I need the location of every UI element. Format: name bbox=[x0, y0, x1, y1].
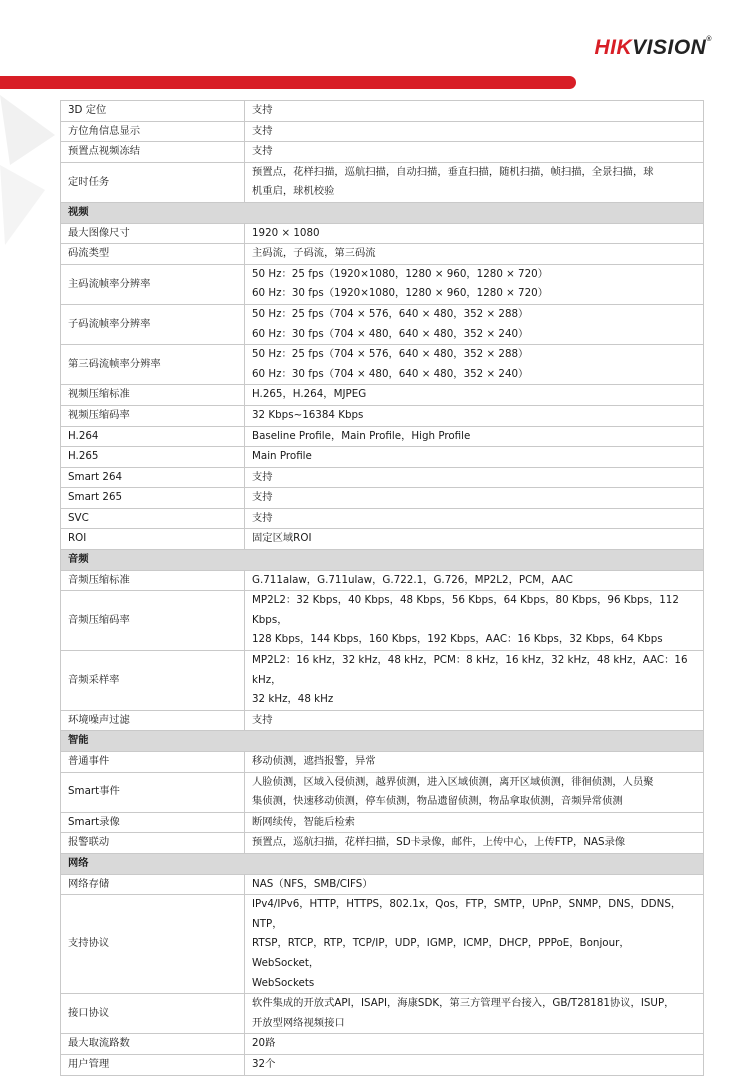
spec-label: 用户管理 bbox=[61, 1054, 245, 1075]
spec-value bbox=[245, 752, 704, 773]
spec-label: 支持协议 bbox=[61, 895, 245, 994]
spec-row bbox=[61, 833, 704, 854]
section-header-row bbox=[61, 731, 704, 752]
spec-value-line: Main Profile bbox=[252, 450, 312, 463]
spec-label: Smart 265 bbox=[61, 488, 245, 509]
spec-value-line: 预置点，巡航扫描，花样扫描，SD卡录像，邮件，上传中心，上传FTP，NAS录像 bbox=[252, 836, 626, 849]
section-header-row bbox=[61, 853, 704, 874]
spec-value-line: 支持 bbox=[252, 104, 273, 116]
spec-value-line: 60 Hz：30 fps（1920×1080，1280 × 960，1280 × 720） bbox=[252, 287, 549, 300]
spec-row bbox=[61, 874, 704, 895]
spec-value-line: 32 Kbps~16384 Kbps bbox=[252, 408, 364, 421]
spec-row bbox=[61, 752, 704, 773]
spec-value bbox=[245, 467, 704, 488]
spec-value-line: Baseline Profile，Main Profile，High Profile bbox=[252, 429, 471, 442]
spec-value bbox=[245, 304, 704, 344]
spec-label: ROI bbox=[61, 529, 245, 550]
spec-value bbox=[245, 874, 704, 895]
spec-label: 最大图像尺寸 bbox=[61, 223, 245, 244]
spec-row bbox=[61, 895, 704, 994]
spec-row bbox=[61, 1054, 704, 1075]
spec-value bbox=[245, 895, 704, 994]
spec-value bbox=[245, 529, 704, 550]
spec-value-line: G.711alaw，G.711ulaw，G.722.1，G.726，MP2L2，PCM，AAC bbox=[252, 573, 573, 586]
spec-label: 音频压缩码率 bbox=[61, 591, 245, 651]
spec-value-line: 32个 bbox=[252, 1057, 276, 1070]
spec-row bbox=[61, 812, 704, 833]
spec-value-line: 断网续传，智能后检索 bbox=[252, 815, 355, 828]
spec-value-line: 机重启，球机校验 bbox=[252, 185, 335, 198]
spec-value bbox=[245, 508, 704, 529]
spec-value-line: 支持 bbox=[252, 511, 273, 524]
spec-label: 网络存储 bbox=[61, 874, 245, 895]
spec-value bbox=[245, 426, 704, 447]
section-header-row bbox=[61, 550, 704, 571]
spec-value-line: MP2L2：16 kHz，32 kHz，48 kHz，PCM：8 kHz，16 kHz，32 kHz，48 kHz，AAC：16 kHz， bbox=[252, 654, 688, 686]
section-title: 网络 bbox=[61, 853, 704, 874]
spec-row bbox=[61, 121, 704, 142]
spec-value bbox=[245, 162, 704, 202]
spec-row bbox=[61, 304, 704, 344]
spec-row bbox=[61, 244, 704, 265]
spec-label: 码流类型 bbox=[61, 244, 245, 265]
spec-label: Smart录像 bbox=[61, 812, 245, 833]
spec-row bbox=[61, 142, 704, 163]
spec-value-line: IPv4/IPv6，HTTP，HTTPS，802.1x，Qos，FTP，SMTP，UPnP，SNMP，DNS，DDNS，NTP， bbox=[252, 898, 682, 930]
spec-value bbox=[245, 244, 704, 265]
spec-label: SVC bbox=[61, 508, 245, 529]
spec-row bbox=[61, 710, 704, 731]
section-header-row bbox=[61, 202, 704, 223]
spec-value-line: 50 Hz：25 fps（704 × 576，640 × 480，352 × 288） bbox=[252, 348, 529, 361]
spec-value bbox=[245, 1034, 704, 1055]
spec-value-line: 支持 bbox=[252, 470, 273, 483]
spec-row bbox=[61, 162, 704, 202]
spec-label: H.265 bbox=[61, 447, 245, 468]
spec-label: 定时任务 bbox=[61, 162, 245, 202]
spec-row bbox=[61, 591, 704, 651]
spec-value-line: 主码流，子码流，第三码流 bbox=[252, 247, 376, 260]
spec-value bbox=[245, 710, 704, 731]
spec-label: H.264 bbox=[61, 426, 245, 447]
spec-label: 主码流帧率分辨率 bbox=[61, 264, 245, 304]
spec-row bbox=[61, 651, 704, 711]
spec-value bbox=[245, 570, 704, 591]
spec-row bbox=[61, 264, 704, 304]
spec-label: 预置点视频冻结 bbox=[61, 142, 245, 163]
spec-value bbox=[245, 264, 704, 304]
spec-row bbox=[61, 426, 704, 447]
spec-value-line: 128 Kbps，144 Kbps，160 Kbps，192 Kbps，AAC：16 Kbps，32 Kbps，64 Kbps bbox=[252, 633, 663, 646]
spec-row bbox=[61, 772, 704, 812]
spec-value bbox=[245, 1054, 704, 1075]
spec-value bbox=[245, 812, 704, 833]
spec-value-line: 人脸侦测，区域入侵侦测，越界侦测，进入区域侦测，离开区域侦测，徘徊侦测，人员聚 bbox=[252, 775, 654, 788]
section-title: 音频 bbox=[61, 550, 704, 571]
logo-mark: ® bbox=[706, 36, 712, 43]
decorative-background-shape-icon bbox=[0, 95, 60, 255]
spec-value-line: 60 Hz：30 fps（704 × 480，640 × 480，352 × 240） bbox=[252, 367, 529, 380]
spec-row bbox=[61, 488, 704, 509]
spec-value bbox=[245, 223, 704, 244]
spec-label: 子码流帧率分辨率 bbox=[61, 304, 245, 344]
spec-row bbox=[61, 101, 704, 122]
spec-value bbox=[245, 833, 704, 854]
spec-row bbox=[61, 405, 704, 426]
hikvision-logo bbox=[594, 36, 712, 60]
spec-label: 环境噪声过滤 bbox=[61, 710, 245, 731]
spec-value-line: 20路 bbox=[252, 1037, 276, 1050]
spec-value-line: 支持 bbox=[252, 145, 273, 158]
spec-label: Smart 264 bbox=[61, 467, 245, 488]
header-red-bar bbox=[0, 76, 576, 89]
spec-value-line: 50 Hz：25 fps（1920×1080，1280 × 960，1280 × 720） bbox=[252, 267, 549, 280]
spec-value-line: 固定区域ROI bbox=[252, 532, 312, 545]
spec-label: 接口协议 bbox=[61, 994, 245, 1034]
spec-value-line: 移动侦测，遮挡报警，异常 bbox=[252, 755, 376, 767]
spec-value-line: 1920 × 1080 bbox=[252, 226, 320, 239]
spec-value bbox=[245, 447, 704, 468]
spec-label: 普通事件 bbox=[61, 752, 245, 773]
spec-label: 第三码流帧率分辨率 bbox=[61, 345, 245, 385]
spec-value-line: 开放型网络视频接口 bbox=[252, 1016, 345, 1029]
spec-label: Smart事件 bbox=[61, 772, 245, 812]
spec-value-line: 软件集成的开放式API，ISAPI，海康SDK，第三方管理平台接入，GB/T28181协议，ISUP， bbox=[252, 997, 675, 1010]
spec-value-line: 支持 bbox=[252, 124, 273, 137]
spec-value-line: 支持 bbox=[252, 491, 273, 504]
spec-value bbox=[245, 405, 704, 426]
spec-value bbox=[245, 488, 704, 509]
spec-value-line: 预置点，花样扫描，巡航扫描，自动扫描，垂直扫描，随机扫描，帧扫描，全景扫描，球 bbox=[252, 165, 654, 178]
spec-value bbox=[245, 591, 704, 651]
spec-value bbox=[245, 142, 704, 163]
spec-row bbox=[61, 508, 704, 529]
spec-value-line: 50 Hz：25 fps（704 × 576，640 × 480，352 × 288） bbox=[252, 307, 529, 320]
spec-value bbox=[245, 121, 704, 142]
spec-label: 3D 定位 bbox=[61, 101, 245, 122]
spec-value-line: NAS（NFS，SMB/CIFS） bbox=[252, 877, 373, 890]
spec-value-line: 60 Hz：30 fps（704 × 480，640 × 480，352 × 240） bbox=[252, 327, 529, 340]
spec-label: 方位角信息显示 bbox=[61, 121, 245, 142]
spec-value bbox=[245, 651, 704, 711]
spec-label: 最大取流路数 bbox=[61, 1034, 245, 1055]
spec-row bbox=[61, 467, 704, 488]
spec-row bbox=[61, 385, 704, 406]
spec-row bbox=[61, 1034, 704, 1055]
spec-value bbox=[245, 385, 704, 406]
spec-label: 视频压缩码率 bbox=[61, 405, 245, 426]
logo-sub: VISION bbox=[632, 36, 707, 59]
spec-row bbox=[61, 570, 704, 591]
spec-row bbox=[61, 223, 704, 244]
spec-value-line: WebSockets bbox=[252, 976, 315, 989]
spec-row bbox=[61, 345, 704, 385]
spec-label: 报警联动 bbox=[61, 833, 245, 854]
spec-value bbox=[245, 772, 704, 812]
spec-table bbox=[60, 100, 704, 1076]
spec-value-line: 支持 bbox=[252, 713, 273, 726]
spec-row bbox=[61, 447, 704, 468]
spec-value-line: 32 kHz，48 kHz bbox=[252, 693, 334, 706]
spec-value bbox=[245, 345, 704, 385]
spec-value-line: RTSP，RTCP，RTP，TCP/IP，UDP，IGMP，ICMP，DHCP，PPPoE，Bonjour，WebSocket， bbox=[252, 937, 630, 969]
spec-row bbox=[61, 994, 704, 1034]
spec-value bbox=[245, 101, 704, 122]
spec-label: 音频采样率 bbox=[61, 651, 245, 711]
spec-label: 音频压缩标准 bbox=[61, 570, 245, 591]
section-title: 视频 bbox=[61, 202, 704, 223]
spec-value bbox=[245, 994, 704, 1034]
spec-value-line: MP2L2：32 Kbps，40 Kbps，48 Kbps，56 Kbps，64 Kbps，80 Kbps，96 Kbps，112 Kbps， bbox=[252, 594, 679, 626]
section-title: 智能 bbox=[61, 731, 704, 752]
spec-value-line: 集侦测，快速移动侦测，停车侦测，物品遗留侦测，物品拿取侦测，音频异常侦测 bbox=[252, 795, 623, 808]
spec-row bbox=[61, 529, 704, 550]
spec-label: 视频压缩标准 bbox=[61, 385, 245, 406]
spec-value-line: H.265，H.264，MJPEG bbox=[252, 388, 367, 401]
logo-main: HIK bbox=[594, 36, 633, 59]
